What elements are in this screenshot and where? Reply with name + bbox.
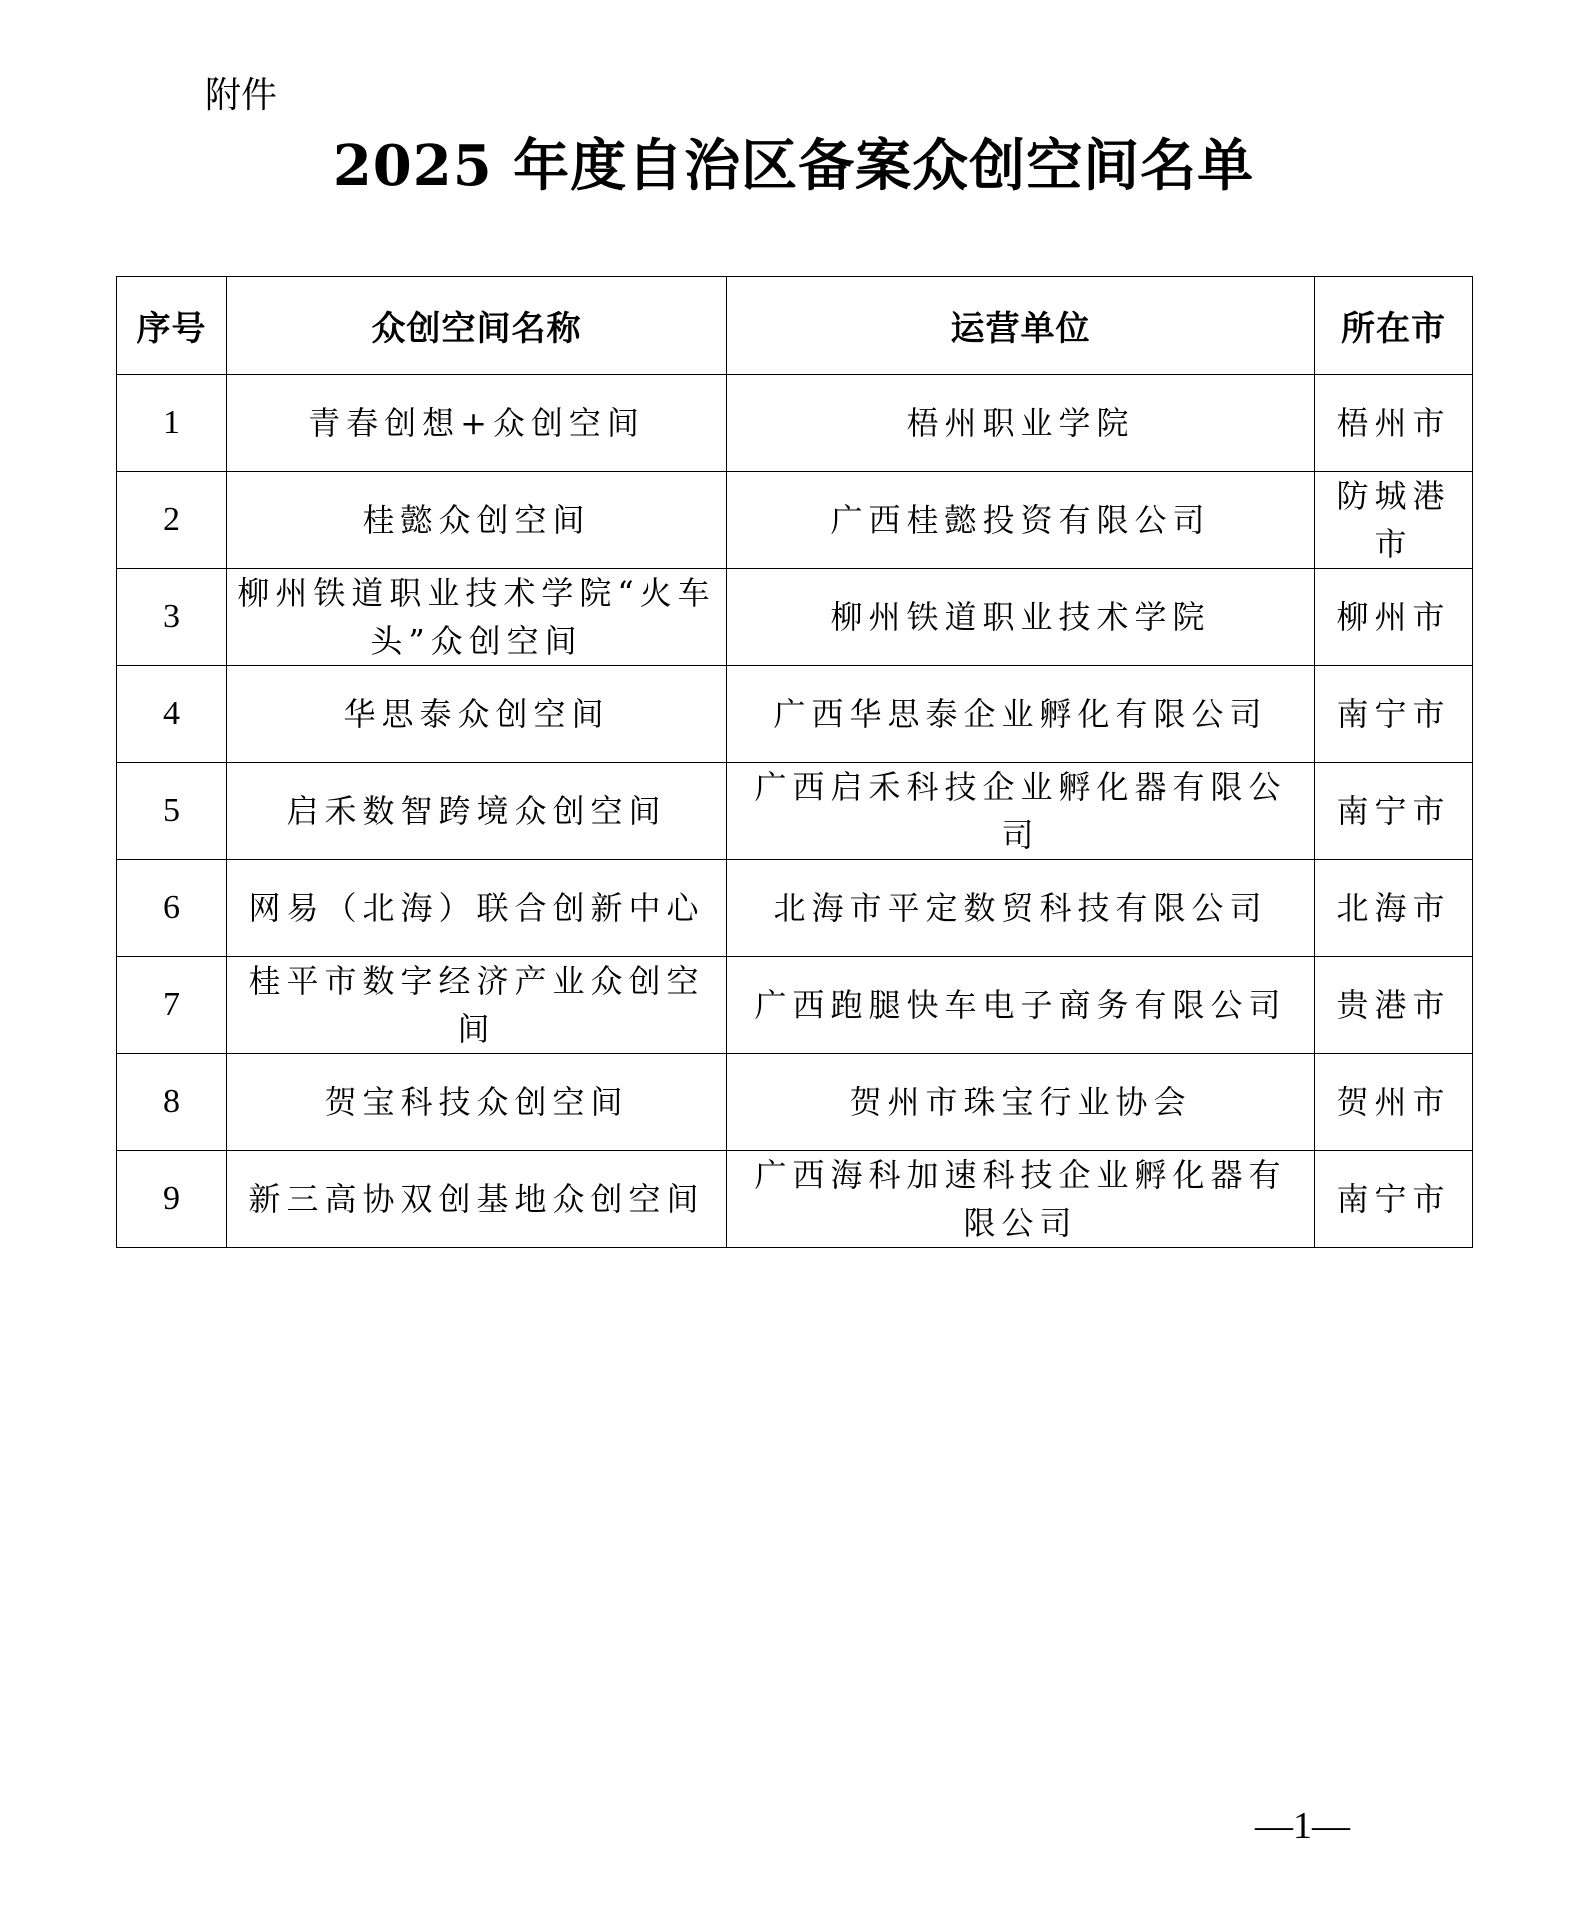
cell-city: 贵港市 — [1315, 957, 1473, 1054]
table-row — [117, 569, 1473, 666]
cell-serial-number: 7 — [117, 957, 227, 1054]
cell-operator: 北海市平定数贸科技有限公司 — [727, 860, 1315, 957]
cell-city: 南宁市 — [1315, 1151, 1473, 1248]
header-city: 所在市 — [1315, 277, 1473, 375]
table-row — [117, 472, 1473, 569]
cell-operator: 广西跑腿快车电子商务有限公司 — [727, 957, 1315, 1054]
cell-serial-number: 6 — [117, 860, 227, 957]
cell-serial-number: 2 — [117, 472, 227, 569]
cell-serial-number: 5 — [117, 763, 227, 860]
page-number: —1— — [1255, 1805, 1350, 1847]
table-row — [117, 666, 1473, 763]
roster-table — [116, 276, 1473, 1248]
cell-serial-number: 9 — [117, 1151, 227, 1248]
table-row — [117, 763, 1473, 860]
table-row — [117, 860, 1473, 957]
cell-space-name: 华思泰众创空间 — [227, 666, 727, 763]
attachment-label: 附件 — [205, 75, 278, 116]
header-operator: 运营单位 — [727, 277, 1315, 375]
cell-space-name: 网易（北海）联合创新中心 — [227, 860, 727, 957]
cell-space-name: 贺宝科技众创空间 — [227, 1054, 727, 1151]
table-row — [117, 375, 1473, 472]
cell-operator: 广西启禾科技企业孵化器有限公司 — [727, 763, 1315, 860]
cell-city: 贺州市 — [1315, 1054, 1473, 1151]
cell-city: 防城港市 — [1315, 472, 1473, 569]
table-row — [117, 957, 1473, 1054]
cell-city: 南宁市 — [1315, 763, 1473, 860]
cell-operator: 广西华思泰企业孵化有限公司 — [727, 666, 1315, 763]
cell-city: 北海市 — [1315, 860, 1473, 957]
cell-space-name: 新三高协双创基地众创空间 — [227, 1151, 727, 1248]
cell-city: 梧州市 — [1315, 375, 1473, 472]
cell-operator: 广西桂懿投资有限公司 — [727, 472, 1315, 569]
cell-space-name: 柳州铁道职业技术学院“火车头”众创空间 — [227, 569, 727, 666]
cell-operator: 梧州职业学院 — [727, 375, 1315, 472]
cell-serial-number: 4 — [117, 666, 227, 763]
cell-space-name: 青春创想+众创空间 — [227, 375, 727, 472]
cell-city: 南宁市 — [1315, 666, 1473, 763]
cell-operator: 柳州铁道职业技术学院 — [727, 569, 1315, 666]
cell-space-name: 启禾数智跨境众创空间 — [227, 763, 727, 860]
cell-space-name: 桂平市数字经济产业众创空间 — [227, 957, 727, 1054]
cell-serial-number: 3 — [117, 569, 227, 666]
document-title: 2025 年度自治区备案众创空间名单 — [332, 133, 1255, 199]
cell-city: 柳州市 — [1315, 569, 1473, 666]
cell-serial-number: 1 — [117, 375, 227, 472]
table-row — [117, 1054, 1473, 1151]
header-space-name: 众创空间名称 — [227, 277, 727, 375]
header-serial-number: 序号 — [117, 277, 227, 375]
cell-serial-number: 8 — [117, 1054, 227, 1151]
table-header-row — [117, 277, 1473, 375]
cell-operator: 广西海科加速科技企业孵化器有限公司 — [727, 1151, 1315, 1248]
cell-operator: 贺州市珠宝行业协会 — [727, 1054, 1315, 1151]
cell-space-name: 桂懿众创空间 — [227, 472, 727, 569]
table-row — [117, 1151, 1473, 1248]
